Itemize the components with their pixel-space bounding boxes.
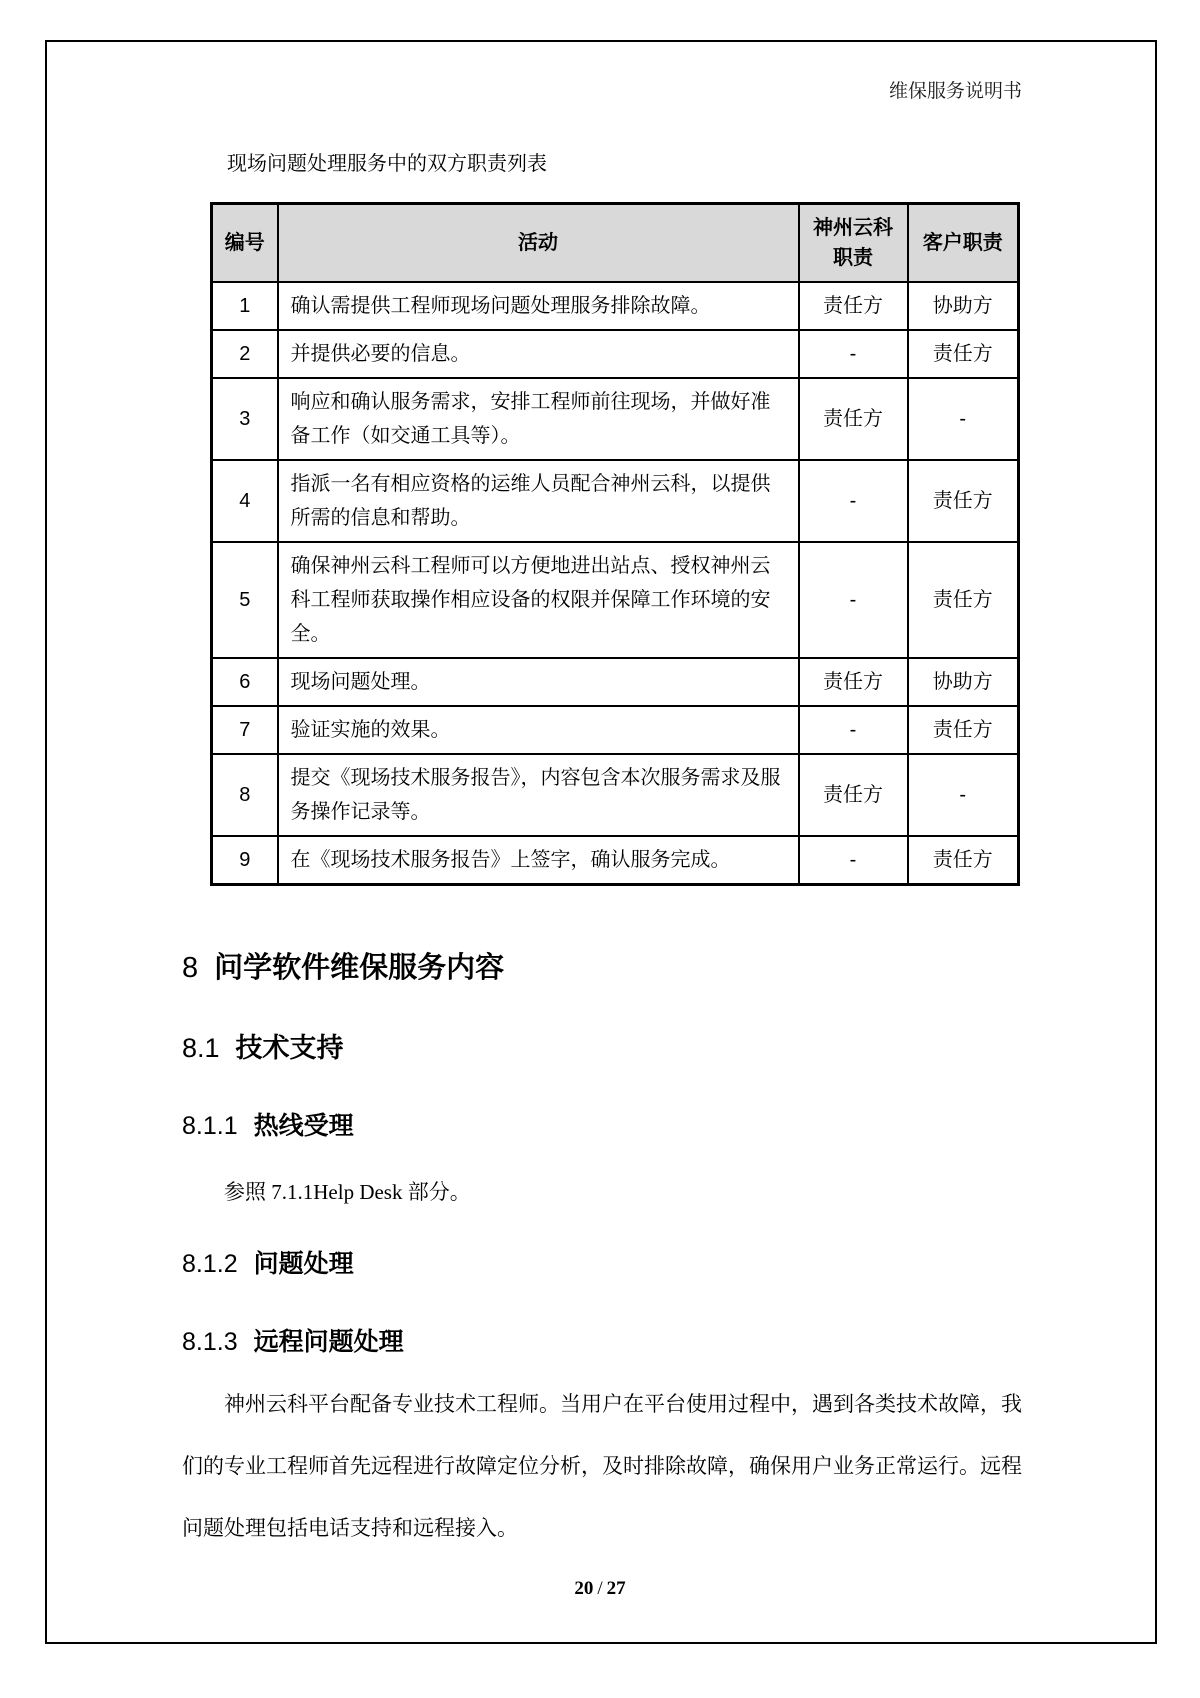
table-row	[212, 282, 1019, 330]
section-number: 8.1.1	[182, 1112, 238, 1140]
vendor-role-cell: 责任方	[799, 282, 908, 330]
header-cell-activity: 活动	[278, 204, 799, 283]
document-header-title: 维保服务说明书	[888, 81, 1022, 102]
customer-role-cell: 责任方	[908, 706, 1019, 754]
responsibility-table	[210, 202, 1020, 886]
vendor-role-cell: -	[799, 836, 908, 885]
table-row	[212, 542, 1019, 658]
customer-role-cell: 责任方	[908, 460, 1019, 542]
vendor-role-line2: 职责	[833, 247, 873, 269]
row-number-cell: 5	[212, 542, 278, 658]
section-number: 8	[182, 952, 199, 984]
section-title: 远程问题处理	[253, 1328, 404, 1356]
vendor-role-cell: 责任方	[799, 658, 908, 706]
table-row	[212, 658, 1019, 706]
section-number: 8.1	[182, 1033, 220, 1063]
activity-cell: 确保神州云科工程师可以方便地进出站点、授权神州云科工程师获取操作相应设备的权限并保障工作环境的安全。	[278, 542, 799, 658]
page-number-current: 20	[574, 1578, 594, 1599]
vendor-role-cell: 责任方	[799, 754, 908, 836]
row-number-cell: 7	[212, 706, 278, 754]
row-number-cell: 9	[212, 836, 278, 885]
page-number-total: 27	[606, 1578, 626, 1599]
customer-role-cell: 协助方	[908, 282, 1019, 330]
table-row	[212, 706, 1019, 754]
table-row	[212, 754, 1019, 836]
section-number: 8.1.2	[182, 1250, 238, 1278]
vendor-role-cell: -	[799, 542, 908, 658]
activity-cell: 提交《现场技术服务报告》，内容包含本次服务需求及服务操作记录等。	[278, 754, 799, 836]
table-row	[212, 378, 1019, 460]
header-cell-vendor-role	[799, 204, 908, 283]
table-row	[212, 836, 1019, 885]
customer-role-cell: -	[908, 754, 1019, 836]
section-number: 8.1.3	[182, 1328, 238, 1356]
row-number-cell: 8	[212, 754, 278, 836]
activity-cell: 响应和确认服务需求，安排工程师前往现场，并做好准备工作（如交通工具等）。	[278, 378, 799, 460]
vendor-role-cell: 责任方	[799, 378, 908, 460]
activity-cell: 现场问题处理。	[278, 658, 799, 706]
customer-role-cell: 责任方	[908, 836, 1019, 885]
customer-role-cell: 协助方	[908, 658, 1019, 706]
activity-cell: 确认需提供工程师现场问题处理服务排除故障。	[278, 282, 799, 330]
row-number-cell: 1	[212, 282, 278, 330]
row-number-cell: 4	[212, 460, 278, 542]
body-paragraph: 神州云科平台配备专业技术工程师。当用户在平台使用过程中，遇到各类技术故障，我们的专业工程师首先远程进行故障定位分析，及时排除故障，确保用户业务正常运行。远程问题处理包括电话支持和远程接入。	[182, 1393, 1022, 1540]
table-header-row	[212, 204, 1019, 283]
activity-cell: 并提供必要的信息。	[278, 330, 799, 378]
section-title: 问学软件维保服务内容	[214, 952, 505, 984]
section-heading-8-1-2	[182, 1244, 1022, 1284]
vendor-role-cell: -	[799, 706, 908, 754]
section-title: 热线受理	[253, 1112, 354, 1140]
vendor-role-cell: -	[799, 330, 908, 378]
customer-role-cell: -	[908, 378, 1019, 460]
reference-paragraph: 参照 7.1.1Help Desk 部分。	[224, 1180, 471, 1204]
row-number-cell: 6	[212, 658, 278, 706]
section-title: 技术支持	[235, 1033, 344, 1063]
page-number-separator: /	[597, 1578, 603, 1599]
customer-role-cell: 责任方	[908, 542, 1019, 658]
section-heading-8-1-1	[182, 1106, 1022, 1146]
vendor-role-cell: -	[799, 460, 908, 542]
customer-role-cell: 责任方	[908, 330, 1019, 378]
table-row	[212, 460, 1019, 542]
section-title: 问题处理	[253, 1250, 354, 1278]
table-row	[212, 330, 1019, 378]
activity-cell: 在《现场技术服务报告》上签字，确认服务完成。	[278, 836, 799, 885]
section-heading-8-1-3	[182, 1322, 1022, 1362]
activity-cell: 指派一名有相应资格的运维人员配合神州云科，以提供所需的信息和帮助。	[278, 460, 799, 542]
row-number-cell: 2	[212, 330, 278, 378]
section-heading-8	[182, 948, 1022, 988]
activity-cell: 验证实施的效果。	[278, 706, 799, 754]
page-content	[182, 80, 1022, 1560]
header-cell-customer-role: 客户职责	[908, 204, 1019, 283]
table-caption: 现场问题处理服务中的双方职责列表	[227, 153, 547, 175]
row-number-cell: 3	[212, 378, 278, 460]
section-heading-8-1	[182, 1028, 1022, 1068]
header-cell-number: 编号	[212, 204, 278, 283]
vendor-role-line1: 神州云科	[813, 217, 893, 239]
page-footer	[0, 1578, 1200, 1600]
